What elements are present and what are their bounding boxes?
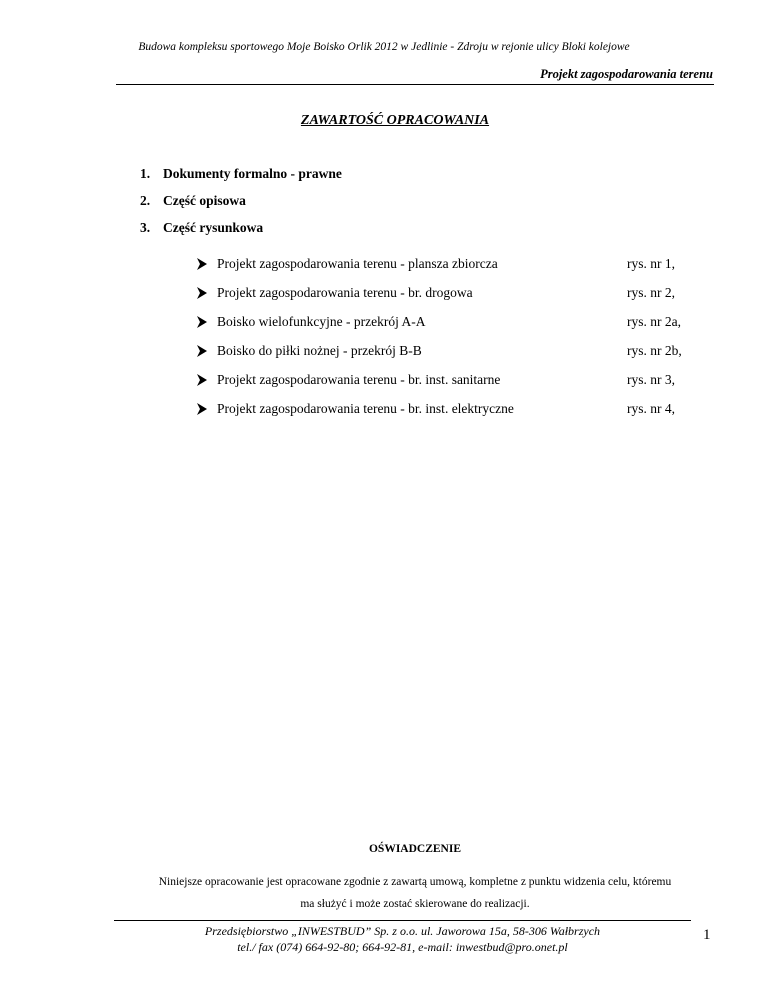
section-label: Część opisowa bbox=[163, 193, 246, 208]
section-label: Część rysunkowa bbox=[163, 220, 264, 235]
drawing-label: Boisko wielofunkcyjne - przekrój A-A bbox=[217, 314, 426, 329]
page-number: 1 bbox=[703, 927, 711, 943]
drawing-ref: rys. nr 2a, bbox=[627, 314, 681, 329]
section-item-2 bbox=[140, 193, 246, 209]
footer-company-address: Przedsiębiorstwo „INWESTBUD” Sp. z o.o. ul. Jaworowa 15a, 58-306 Wałbrzych bbox=[204, 924, 601, 938]
arrowhead-bullet-icon bbox=[196, 257, 208, 271]
drawing-label: Projekt zagospodarowania terenu - br. inst. elektryczne bbox=[217, 401, 514, 416]
arrowhead-bullet-icon bbox=[196, 315, 208, 329]
section-number: 2. bbox=[140, 193, 151, 208]
arrowhead-bullet-icon bbox=[196, 402, 208, 416]
section-item-1 bbox=[140, 166, 342, 182]
drawing-ref: rys. nr 3, bbox=[627, 372, 675, 387]
section-label: Dokumenty formalno - prawne bbox=[163, 166, 342, 181]
statement-text-line-2: ma służyć i może zostać skierowane do realizacji. bbox=[300, 898, 530, 910]
drawing-ref: rys. nr 1, bbox=[627, 256, 675, 271]
document-title: ZAWARTOŚĆ OPRACOWANIA bbox=[300, 113, 490, 128]
arrowhead-bullet-icon bbox=[196, 344, 208, 358]
header-section-title: Projekt zagospodarowania terenu bbox=[540, 67, 713, 81]
drawing-ref: rys. nr 2b, bbox=[627, 343, 682, 358]
drawing-label: Projekt zagospodarowania terenu - plansza zbiorcza bbox=[217, 256, 498, 271]
section-item-3 bbox=[140, 220, 263, 236]
arrowhead-bullet-icon bbox=[196, 286, 208, 300]
section-number: 1. bbox=[140, 166, 151, 181]
drawing-label: Boisko do piłki nożnej - przekrój B-B bbox=[217, 343, 422, 358]
statement-title: OŚWIADCZENIE bbox=[368, 843, 462, 855]
footer-contact: tel./ fax (074) 664-92-80; 664-92-81, e-mail: inwestbud@pro.onet.pl bbox=[237, 940, 568, 954]
header-rule bbox=[116, 84, 714, 85]
section-number: 3. bbox=[140, 220, 151, 235]
header-project-title: Budowa kompleksu sportowego Moje Boisko Orlik 2012 w Jedlinie - Zdroju w rejonie ulicy Bloki kolejowe bbox=[138, 41, 630, 53]
footer-rule bbox=[114, 920, 691, 921]
arrowhead-bullet-icon bbox=[196, 373, 208, 387]
drawing-ref: rys. nr 2, bbox=[627, 285, 675, 300]
drawing-ref: rys. nr 4, bbox=[627, 401, 675, 416]
drawing-label: Projekt zagospodarowania terenu - br. drogowa bbox=[217, 285, 473, 300]
statement-text-line-1: Niniejsze opracowanie jest opracowane zgodnie z zawartą umową, kompletne z punktu widzenia celu, któremu bbox=[158, 876, 672, 888]
drawing-label: Projekt zagospodarowania terenu - br. inst. sanitarne bbox=[217, 372, 501, 387]
